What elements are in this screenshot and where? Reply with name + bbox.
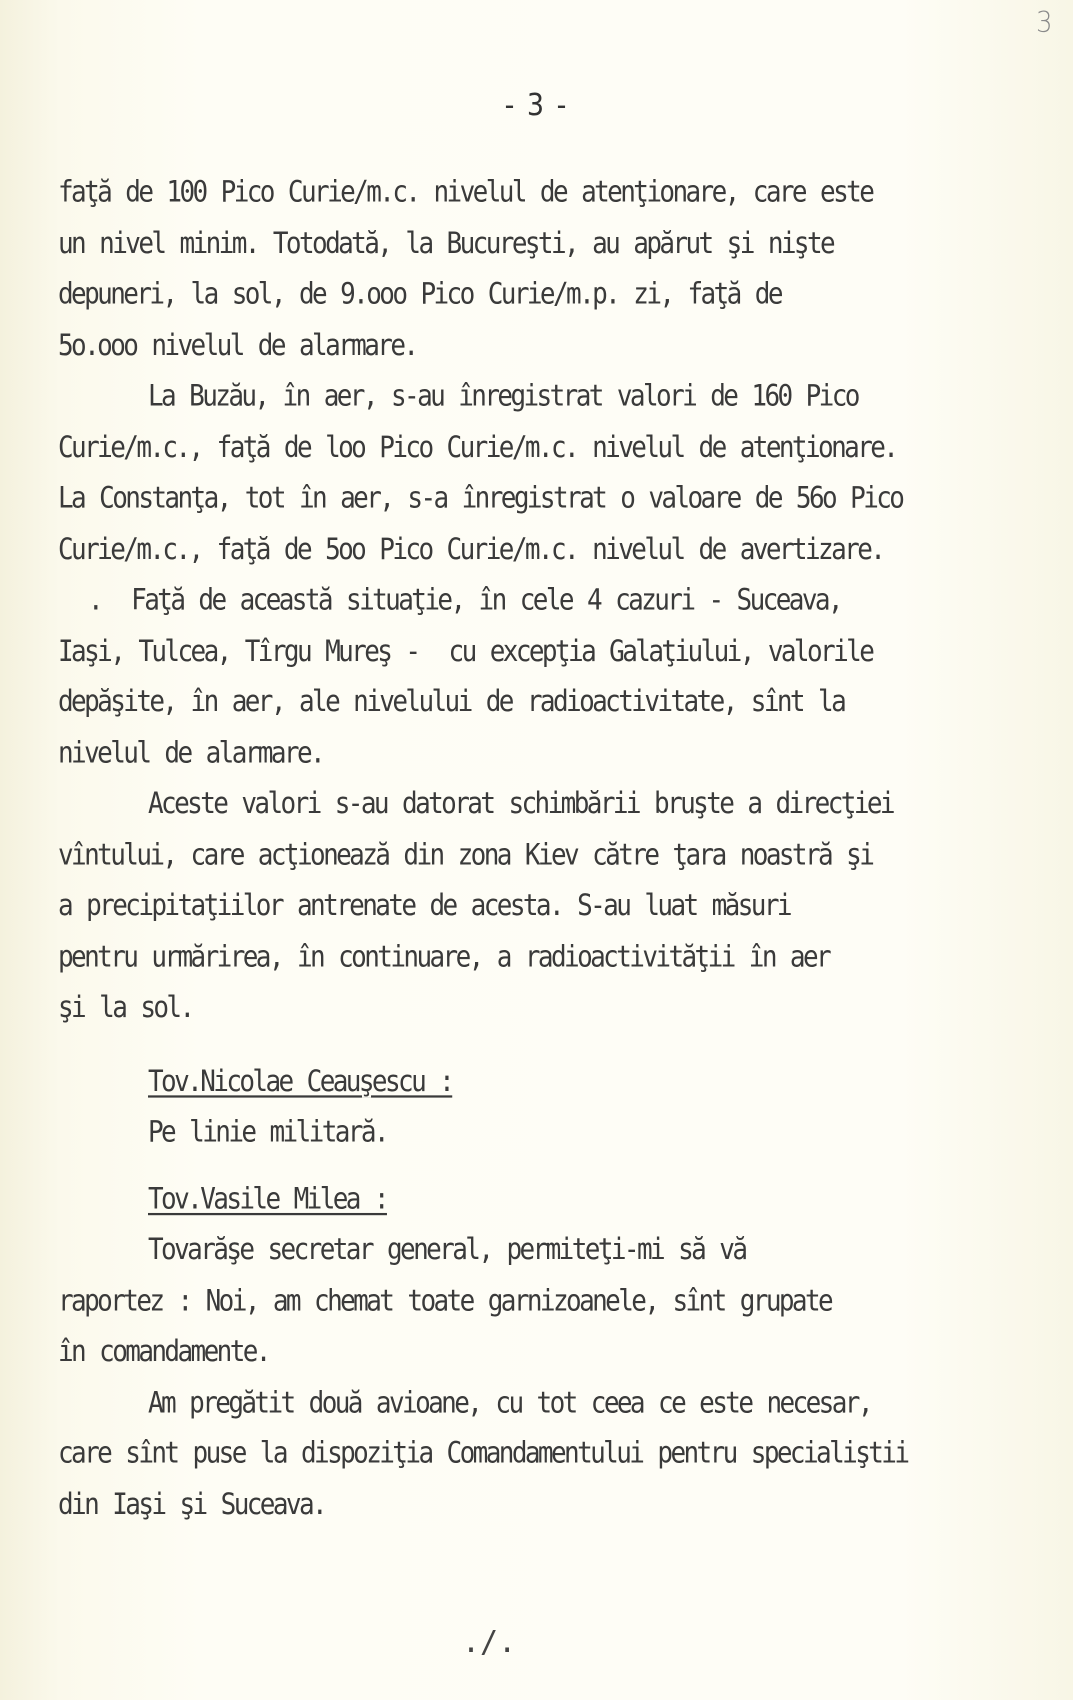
paragraph (58, 576, 1048, 780)
paragraph (58, 372, 1048, 576)
text-line: La Buzău, în aer, s-au înregistrat valori de 160 Pico (148, 379, 858, 414)
text-line: un nivel minim. Totodată, la Bucureşti, au apărut şi nişte (58, 226, 834, 261)
text-line: Am pregătit două avioane, cu tot ceea ce este necesar, (148, 1386, 871, 1420)
paragraph (58, 168, 1048, 372)
text-line: faţă de 100 Pico Curie/m.c. nivelul de atenţionare, care este (58, 175, 873, 210)
text-line: La Constanţa, tot în aer, s-a înregistrat o valoare de 56o Pico (58, 481, 903, 516)
text-line: depuneri, la sol, de 9.ooo Pico Curie/m.p. zi, faţă de (58, 277, 781, 312)
text-line: Iaşi, Tulcea, Tîrgu Mureş - cu excepţia Galaţiului, valorile (58, 634, 873, 669)
document-body (58, 168, 1048, 1531)
speaker-label: Tov.Vasile Milea : (148, 1182, 387, 1216)
text-line: Curie/m.c., faţă de 5oo Pico Curie/m.c. nivelul de avertizare. (58, 532, 884, 567)
speaker-block (58, 1174, 1048, 1531)
text-line: a precipitaţiilor antrenate de acesta. S-au luat măsuri (58, 889, 790, 923)
continuation-mark: ./. (462, 1625, 517, 1660)
text-line: pentru urmărirea, în continuare, a radioactivităţii în aer (58, 940, 830, 974)
text-line: în comandamente. (58, 1335, 269, 1369)
text-line: nivelul de alarmare. (58, 736, 324, 770)
text-line: din Iaşi şi Suceava. (58, 1487, 326, 1522)
text-line: 5o.ooo nivelul de alarmare. (58, 328, 417, 363)
corner-page-number: 3 (1036, 6, 1053, 40)
speaker-label-line (58, 1174, 1048, 1225)
page-header: - 3 - (504, 88, 569, 123)
text-line: Tovarăşe secretar general, permiteţi-mi să vă (148, 1233, 746, 1267)
speaker-label-line (58, 1057, 1048, 1108)
text-line: şi la sol. (58, 991, 193, 1025)
text-line: . Faţă de această situaţie, în cele 4 cazuri - Suceava, (88, 583, 841, 618)
speaker-block (58, 1057, 1048, 1159)
text-line: vîntului, care acţionează din zona Kiev către ţara noastră şi (58, 838, 873, 872)
text-line: Pe linie militară. (148, 1115, 387, 1150)
text-line: Aceste valori s-au datorat schimbării bruşte a direcţiei (148, 787, 893, 821)
text-line: Curie/m.c., faţă de loo Pico Curie/m.c. nivelul de atenţionare. (58, 430, 897, 465)
text-line: care sînt puse la dispoziţia Comandamentului pentru specialiştii (58, 1436, 908, 1471)
paragraph (58, 780, 1048, 1035)
text-line: depăşite, în aer, ale nivelului de radioactivitate, sînt la (58, 685, 845, 720)
speaker-label: Tov.Nicolae Ceauşescu : (148, 1064, 453, 1099)
text-line: raportez : Noi, am chemat toate garnizoanele, sînt grupate (58, 1284, 832, 1318)
